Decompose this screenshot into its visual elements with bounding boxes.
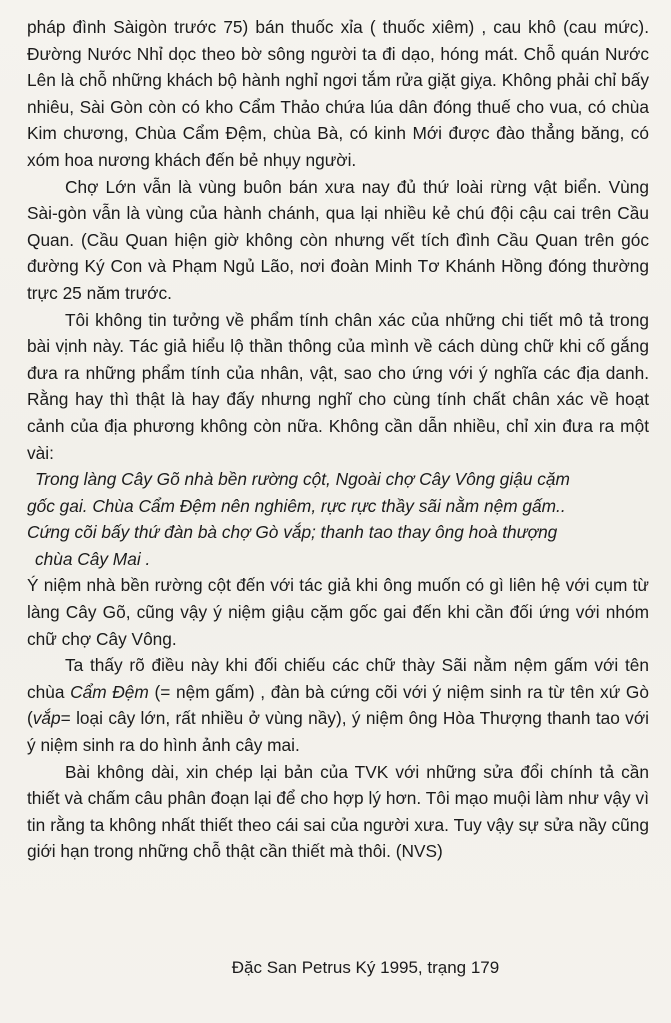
article-body [27,14,649,865]
verse-line: Trong làng Cây Gõ nhà bền rường cột, Ngoài chợ Cây Vông giậu cặm [35,469,570,490]
verse-line: chùa Cây Mai . [35,548,151,569]
verse-line: Cứng cõi bấy thứ đàn bà chợ Gò vắp; thanh tao thay ông hoà thượng [27,522,558,543]
paragraph-1: pháp đình Sàigòn trước 75) bán thuốc xỉa ( thuốc xiêm) , cau khô (cau mức). Đường Nước Nhỉ dọc theo bờ sông người ta đi dạo, hóng mát. Chỗ quán Nước Lên là chỗ những khách bộ hành nghỉ ngơi tắm rửa giặt giỵa. Không phải chỉ bấy nhiêu, Sài Gòn còn có kho Cẩm Thảo chứa lúa dân đóng thuế cho vua, có chùa Kim chương, Chùa Cẩm Đệm, chùa Bà, có kinh Mới được đào thẳng băng, có xóm hoa nương khách đến bẻ nhụy người. [27,17,649,170]
footer-text: Đặc San Petrus Ký 1995, trạng 179 [231,958,500,977]
paragraph-2: Chợ Lớn vẫn là vùng buôn bán xưa nay đủ thứ loài rừng vật biển. Vùng Sài-gòn vẫn là vùng của hành chánh, qua lại nhiều kẻ chú đội cậu cai trên Cầu Quan. (Cầu Quan hiện giờ không còn nhưng vết tích đình Cầu Quan trên góc đường Ký Con và Phạm Ngủ Lão, nơi đoàn Minh Tơ Khánh Hồng đóng thường trực 25 năm trước. [27,176,649,303]
paragraph-6: Bài không dài, xin chép lại bản của TVK với những sửa đổi chính tả cần thiết và chấm câu phân đoạn lại để cho hợp lý hơn. Tôi mạo muội làm như vậy vì tin rằng ta không nhất thiết theo cái sai của người xưa. Tuy vậy sự sửa nầy cũng giới hạn trong những chỗ thật cần thiết mà thôi. (NVS) [27,761,649,862]
paragraph-5-text: = loại cây lớn, rất nhiều ở vùng nầy), ý niệm ông Hòa Thượng thanh tao với ý niệm sinh ra do hình ảnh cây mai. [27,708,649,756]
italic-term: Cẩm Đệm [70,681,149,702]
paragraph-4: Ý niệm nhà bền rường cột đến với tác giả khi ông muốn có gì liên hệ với cụm từ làng Cây Gõ, cũng vậy ý niệm giậu cặm gốc gai đến khi cần đối ứng với nhóm chữ chợ Cây Vông. [27,575,649,649]
verse-line: gốc gai. Chùa Cẩm Đệm nên nghiêm, rực rực thầy sãi nằm nệm gấm.. [27,495,566,516]
paragraph-5 [27,652,649,758]
verse-quote [27,466,649,572]
paragraph-5-text: (= nệm gấm) , đàn bà cứng cõi với ý niệm sinh ra từ tên xứ Gò ( [27,681,649,729]
italic-term: vắp [32,708,61,729]
paragraph-5-text: Ta thấy rõ điều này khi đối chiếu các chữ thày Sãi nằm nệm gấm với tên chùa [27,655,649,702]
page-footer [0,958,671,978]
paragraph-3: Tôi không tin tưởng về phẩm tính chân xác của những chi tiết mô tả trong bài vịnh này. Tác giả hiểu lộ thần thông của mình về cách dùng chữ khi cố gắng đưa ra những phẩm tính của nhân, vật, sao cho ứng với ý nghĩa các địa danh. Rằng hay thì thật là hay đấy nhưng nghĩ cho cùng tính chất chân xác về hoạt cảnh của địa phương không còn nữa. Không cần dẫn nhiều, chỉ xin đưa ra một vài: [27,309,649,463]
